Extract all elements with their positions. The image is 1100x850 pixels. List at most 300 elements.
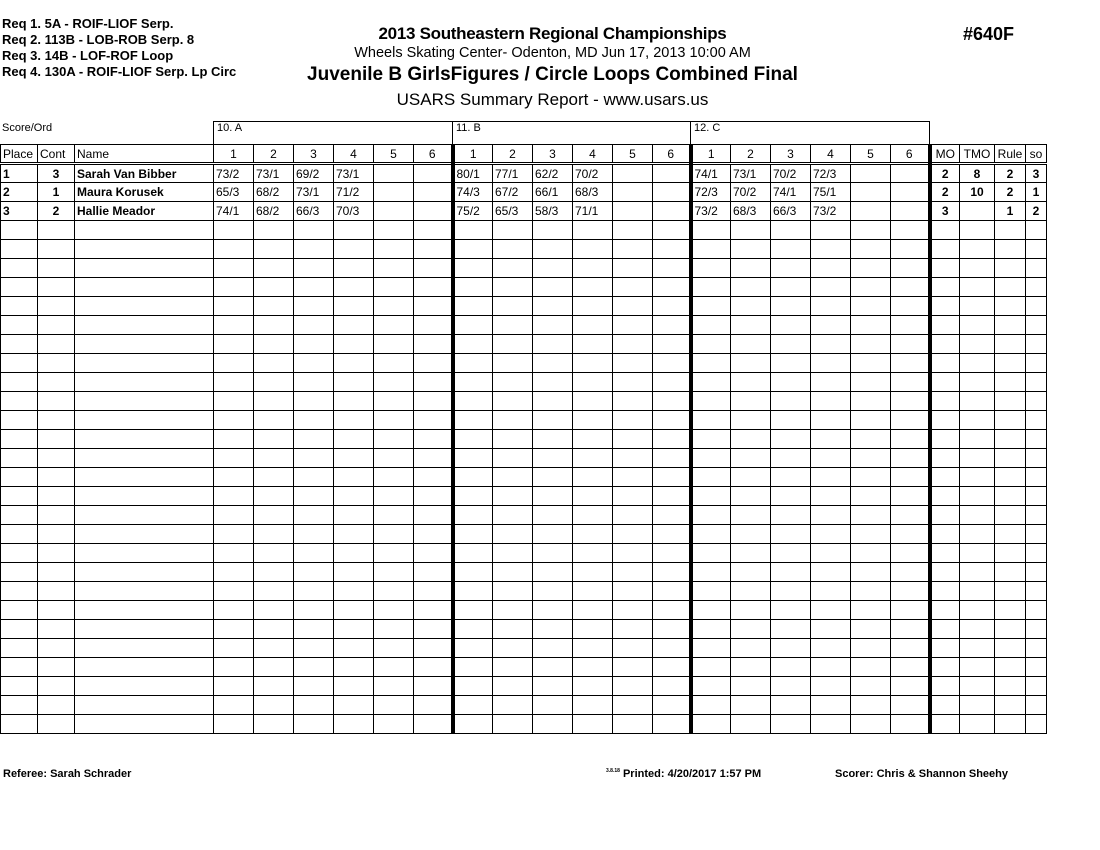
score-cell-a-1 [214, 259, 254, 278]
score-cell-c-4 [811, 278, 851, 297]
rule-cell [995, 639, 1026, 658]
judge-header-c: 12. C [690, 121, 930, 144]
place-cell [1, 487, 38, 506]
score-cell-b-1 [453, 487, 493, 506]
score-cell-a-2 [254, 430, 294, 449]
score-cell-a-3 [294, 696, 334, 715]
score-cell-b-2 [493, 468, 533, 487]
name-cell [75, 297, 214, 316]
score-cell-c-1: 73/2 [691, 202, 731, 221]
cont-cell [38, 658, 75, 677]
score-cell-c-6 [891, 335, 930, 354]
score-cell-c-1 [691, 297, 731, 316]
name-cell [75, 259, 214, 278]
score-cell-b-1 [453, 601, 493, 620]
score-cell-a-3 [294, 658, 334, 677]
cont-cell [38, 601, 75, 620]
score-cell-a-3 [294, 506, 334, 525]
score-cell-b-5 [613, 525, 653, 544]
score-cell-a-2 [254, 297, 294, 316]
score-cell-b-4 [573, 525, 613, 544]
score-cell-a-6 [414, 354, 453, 373]
score-cell-c-4 [811, 259, 851, 278]
empty-table-row [1, 411, 1047, 430]
cont-cell [38, 430, 75, 449]
col-b-6: 6 [653, 145, 691, 164]
tmo-cell [960, 449, 995, 468]
score-cell-a-4: 71/2 [334, 183, 374, 202]
score-cell-b-2: 65/3 [493, 202, 533, 221]
score-cell-b-2 [493, 677, 533, 696]
score-cell-a-1 [214, 525, 254, 544]
score-cell-a-3: 66/3 [294, 202, 334, 221]
name-cell [75, 468, 214, 487]
score-cell-c-4 [811, 392, 851, 411]
rule-cell [995, 468, 1026, 487]
score-cell-c-3 [771, 696, 811, 715]
score-cell-a-4 [334, 430, 374, 449]
score-cell-c-5 [851, 696, 891, 715]
name-cell [75, 240, 214, 259]
col-b-5: 5 [613, 145, 653, 164]
score-cell-b-3 [533, 677, 573, 696]
score-cell-c-2 [731, 544, 771, 563]
rule-cell [995, 278, 1026, 297]
score-cell-c-2: 68/3 [731, 202, 771, 221]
score-cell-c-3 [771, 525, 811, 544]
score-cell-b-1 [453, 525, 493, 544]
empty-table-row [1, 620, 1047, 639]
rule-cell [995, 335, 1026, 354]
rule-cell: 2 [995, 183, 1026, 202]
mo-cell [930, 582, 960, 601]
score-cell-c-3 [771, 601, 811, 620]
score-cell-a-3 [294, 278, 334, 297]
empty-table-row [1, 525, 1047, 544]
score-cell-a-1 [214, 601, 254, 620]
score-cell-b-5 [613, 563, 653, 582]
score-cell-c-5 [851, 316, 891, 335]
score-cell-c-1 [691, 373, 731, 392]
score-cell-a-6 [414, 658, 453, 677]
score-cell-c-2 [731, 278, 771, 297]
name-cell [75, 525, 214, 544]
tmo-cell [960, 430, 995, 449]
col-name: Name [75, 145, 214, 164]
empty-table-row [1, 544, 1047, 563]
score-cell-a-4 [334, 297, 374, 316]
score-cell-a-4 [334, 620, 374, 639]
col-b-1: 1 [453, 145, 493, 164]
score-cell-a-2 [254, 240, 294, 259]
score-cell-b-5 [613, 639, 653, 658]
score-cell-a-3 [294, 468, 334, 487]
score-cell-c-4 [811, 221, 851, 240]
rule-cell: 2 [995, 164, 1026, 183]
score-cell-a-4 [334, 259, 374, 278]
rule-cell [995, 601, 1026, 620]
score-cell-b-2 [493, 601, 533, 620]
score-cell-a-6 [414, 202, 453, 221]
cont-cell [38, 620, 75, 639]
so-cell [1026, 487, 1047, 506]
so-cell [1026, 620, 1047, 639]
score-cell-c-6 [891, 221, 930, 240]
score-cell-c-2 [731, 373, 771, 392]
cont-cell [38, 468, 75, 487]
score-cell-c-6 [891, 373, 930, 392]
score-cell-b-4 [573, 487, 613, 506]
score-cell-b-1 [453, 658, 493, 677]
score-cell-c-4 [811, 335, 851, 354]
score-cell-c-5 [851, 582, 891, 601]
score-cell-a-3 [294, 715, 334, 734]
score-cell-b-6 [653, 259, 691, 278]
score-cell-c-4 [811, 620, 851, 639]
empty-table-row [1, 373, 1047, 392]
score-cell-b-5 [613, 449, 653, 468]
score-cell-c-1 [691, 221, 731, 240]
place-cell [1, 468, 38, 487]
mo-cell: 2 [930, 183, 960, 202]
score-cell-c-5 [851, 411, 891, 430]
score-cell-b-5 [613, 430, 653, 449]
rule-cell [995, 620, 1026, 639]
tmo-cell [960, 373, 995, 392]
score-cell-c-3 [771, 430, 811, 449]
score-cell-a-1 [214, 696, 254, 715]
score-cell-a-5 [374, 316, 414, 335]
score-cell-b-1 [453, 392, 493, 411]
col-tmo: TMO [960, 145, 995, 164]
score-cell-b-2 [493, 715, 533, 734]
score-cell-b-1 [453, 411, 493, 430]
name-cell [75, 392, 214, 411]
place-cell [1, 677, 38, 696]
score-cell-b-3 [533, 506, 573, 525]
col-so: so [1026, 145, 1047, 164]
so-cell [1026, 563, 1047, 582]
so-cell [1026, 411, 1047, 430]
score-cell-a-4 [334, 544, 374, 563]
score-cell-c-5 [851, 354, 891, 373]
score-cell-a-1 [214, 639, 254, 658]
score-cell-c-4 [811, 373, 851, 392]
score-cell-b-3 [533, 449, 573, 468]
score-cell-b-1 [453, 335, 493, 354]
score-cell-a-6 [414, 240, 453, 259]
score-cell-c-2 [731, 335, 771, 354]
score-cell-b-1 [453, 639, 493, 658]
tmo-cell [960, 696, 995, 715]
place-cell: 2 [1, 183, 38, 202]
score-cell-a-2 [254, 259, 294, 278]
score-cell-a-1 [214, 411, 254, 430]
rule-cell [995, 259, 1026, 278]
empty-table-row [1, 468, 1047, 487]
tmo-cell [960, 221, 995, 240]
score-cell-a-5 [374, 373, 414, 392]
score-cell-b-1 [453, 563, 493, 582]
score-cell-a-1 [214, 658, 254, 677]
score-cell-a-4 [334, 316, 374, 335]
place-cell [1, 259, 38, 278]
score-cell-a-3 [294, 620, 334, 639]
score-cell-c-3 [771, 677, 811, 696]
tmo-cell [960, 506, 995, 525]
score-cell-a-5 [374, 639, 414, 658]
score-cell-c-1 [691, 677, 731, 696]
score-cell-a-6 [414, 430, 453, 449]
rule-cell [995, 525, 1026, 544]
score-cell-c-2 [731, 601, 771, 620]
score-cell-a-1 [214, 563, 254, 582]
score-cell-c-5 [851, 278, 891, 297]
col-place: Place [1, 145, 38, 164]
score-cell-a-5 [374, 202, 414, 221]
empty-table-row [1, 335, 1047, 354]
score-cell-c-3 [771, 373, 811, 392]
cont-cell [38, 297, 75, 316]
tmo-cell [960, 639, 995, 658]
score-cell-b-3 [533, 601, 573, 620]
name-cell [75, 715, 214, 734]
score-cell-b-4 [573, 544, 613, 563]
tmo-cell [960, 468, 995, 487]
place-cell: 1 [1, 164, 38, 183]
score-cell-c-1 [691, 468, 731, 487]
name-cell [75, 430, 214, 449]
score-cell-c-4 [811, 582, 851, 601]
score-cell-a-1 [214, 297, 254, 316]
score-cell-b-6 [653, 430, 691, 449]
score-cell-b-4 [573, 297, 613, 316]
score-cell-a-6 [414, 468, 453, 487]
score-cell-b-4 [573, 278, 613, 297]
score-cell-b-1 [453, 221, 493, 240]
score-cell-b-4 [573, 221, 613, 240]
tmo-cell [960, 316, 995, 335]
score-cell-b-4 [573, 563, 613, 582]
score-cell-a-3 [294, 240, 334, 259]
empty-table-row [1, 392, 1047, 411]
rule-cell [995, 373, 1026, 392]
empty-table-row [1, 715, 1047, 734]
rule-cell [995, 430, 1026, 449]
score-cell-c-5 [851, 677, 891, 696]
name-cell: Hallie Meador [75, 202, 214, 221]
name-cell [75, 487, 214, 506]
rule-cell [995, 221, 1026, 240]
score-cell-c-3: 74/1 [771, 183, 811, 202]
score-cell-c-5 [851, 430, 891, 449]
score-cell-c-5 [851, 221, 891, 240]
so-cell [1026, 696, 1047, 715]
score-cell-a-2 [254, 620, 294, 639]
col-c-3: 3 [771, 145, 811, 164]
score-cell-b-3 [533, 696, 573, 715]
score-cell-b-6 [653, 335, 691, 354]
so-cell [1026, 715, 1047, 734]
score-cell-b-3: 62/2 [533, 164, 573, 183]
score-cell-b-6 [653, 240, 691, 259]
so-cell [1026, 601, 1047, 620]
score-cell-c-6 [891, 639, 930, 658]
score-cell-c-4: 72/3 [811, 164, 851, 183]
score-cell-c-5 [851, 506, 891, 525]
requirement-2: Req 2. 113B - LOB-ROB Serp. 8 [2, 32, 195, 47]
rule-cell [995, 506, 1026, 525]
so-cell [1026, 582, 1047, 601]
score-cell-c-6 [891, 430, 930, 449]
score-cell-b-4: 70/2 [573, 164, 613, 183]
rule-cell [995, 316, 1026, 335]
score-cell-c-4 [811, 658, 851, 677]
scorer-label: Scorer: Chris & Shannon Sheehy [835, 768, 1008, 780]
mo-cell [930, 658, 960, 677]
cont-cell [38, 449, 75, 468]
score-cell-c-6 [891, 620, 930, 639]
cont-cell [38, 278, 75, 297]
score-cell-c-4 [811, 563, 851, 582]
score-cell-a-6 [414, 449, 453, 468]
score-cell-c-4 [811, 696, 851, 715]
score-cell-c-1 [691, 487, 731, 506]
so-cell [1026, 278, 1047, 297]
score-cell-c-5 [851, 449, 891, 468]
score-cell-c-3 [771, 392, 811, 411]
place-cell [1, 240, 38, 259]
score-cell-c-1 [691, 240, 731, 259]
score-cell-b-4 [573, 316, 613, 335]
score-cell-a-2 [254, 715, 294, 734]
score-cell-b-5 [613, 582, 653, 601]
score-cell-c-6 [891, 715, 930, 734]
score-cell-c-2 [731, 487, 771, 506]
score-cell-b-1 [453, 449, 493, 468]
score-cell-b-4 [573, 715, 613, 734]
score-cell-a-5 [374, 183, 414, 202]
results-table [0, 144, 1047, 734]
score-cell-c-2 [731, 468, 771, 487]
score-cell-a-5 [374, 240, 414, 259]
score-cell-a-6 [414, 373, 453, 392]
score-cell-b-3 [533, 373, 573, 392]
score-cell-c-6 [891, 677, 930, 696]
score-cell-b-4 [573, 620, 613, 639]
col-b-2: 2 [493, 145, 533, 164]
score-cell-a-1 [214, 373, 254, 392]
tmo-cell [960, 297, 995, 316]
score-cell-b-6 [653, 202, 691, 221]
score-cell-b-2 [493, 278, 533, 297]
score-cell-b-1 [453, 715, 493, 734]
cont-cell [38, 411, 75, 430]
score-cell-c-4 [811, 411, 851, 430]
score-cell-b-3 [533, 658, 573, 677]
place-cell: 3 [1, 202, 38, 221]
score-cell-b-1 [453, 316, 493, 335]
score-cell-a-5 [374, 601, 414, 620]
col-c-6: 6 [891, 145, 930, 164]
cont-cell [38, 316, 75, 335]
place-cell [1, 373, 38, 392]
score-cell-b-1 [453, 240, 493, 259]
col-a-5: 5 [374, 145, 414, 164]
mo-cell [930, 639, 960, 658]
score-cell-a-6 [414, 639, 453, 658]
score-cell-b-6 [653, 392, 691, 411]
score-cell-b-5 [613, 601, 653, 620]
score-cell-a-3 [294, 601, 334, 620]
score-cell-c-3 [771, 487, 811, 506]
score-cell-c-1 [691, 430, 731, 449]
score-cell-c-2 [731, 449, 771, 468]
score-cell-b-6 [653, 164, 691, 183]
score-cell-b-4 [573, 411, 613, 430]
score-cell-b-2: 77/1 [493, 164, 533, 183]
rule-cell [995, 715, 1026, 734]
score-cell-c-2 [731, 639, 771, 658]
place-cell [1, 544, 38, 563]
score-cell-a-5 [374, 658, 414, 677]
score-cell-c-4 [811, 525, 851, 544]
score-cell-a-1 [214, 240, 254, 259]
mo-cell [930, 278, 960, 297]
score-cell-a-2: 68/2 [254, 202, 294, 221]
score-cell-b-2 [493, 392, 533, 411]
score-cell-b-4 [573, 259, 613, 278]
score-cell-b-1 [453, 354, 493, 373]
cont-cell [38, 544, 75, 563]
empty-table-row [1, 696, 1047, 715]
score-cell-c-1 [691, 620, 731, 639]
score-cell-c-6 [891, 544, 930, 563]
tmo-cell [960, 354, 995, 373]
score-cell-a-5 [374, 221, 414, 240]
place-cell [1, 525, 38, 544]
score-cell-c-5 [851, 601, 891, 620]
score-cell-a-4 [334, 506, 374, 525]
score-cell-a-6 [414, 278, 453, 297]
score-cell-b-5 [613, 677, 653, 696]
name-cell [75, 316, 214, 335]
score-cell-b-6 [653, 221, 691, 240]
score-cell-a-3 [294, 449, 334, 468]
mo-cell [930, 696, 960, 715]
tmo-cell [960, 240, 995, 259]
score-cell-b-5 [613, 373, 653, 392]
so-cell [1026, 297, 1047, 316]
score-cell-c-3 [771, 544, 811, 563]
score-cell-a-4 [334, 449, 374, 468]
score-cell-b-6 [653, 677, 691, 696]
score-cell-c-5 [851, 487, 891, 506]
score-cell-a-3 [294, 639, 334, 658]
place-cell [1, 221, 38, 240]
score-cell-a-5 [374, 525, 414, 544]
score-cell-b-4 [573, 449, 613, 468]
score-cell-c-4 [811, 715, 851, 734]
name-cell [75, 563, 214, 582]
score-cell-c-5 [851, 259, 891, 278]
score-cell-c-2 [731, 411, 771, 430]
score-cell-a-2: 73/1 [254, 164, 294, 183]
name-cell [75, 639, 214, 658]
score-cell-b-6 [653, 354, 691, 373]
score-cell-c-2 [731, 658, 771, 677]
tmo-cell [960, 620, 995, 639]
